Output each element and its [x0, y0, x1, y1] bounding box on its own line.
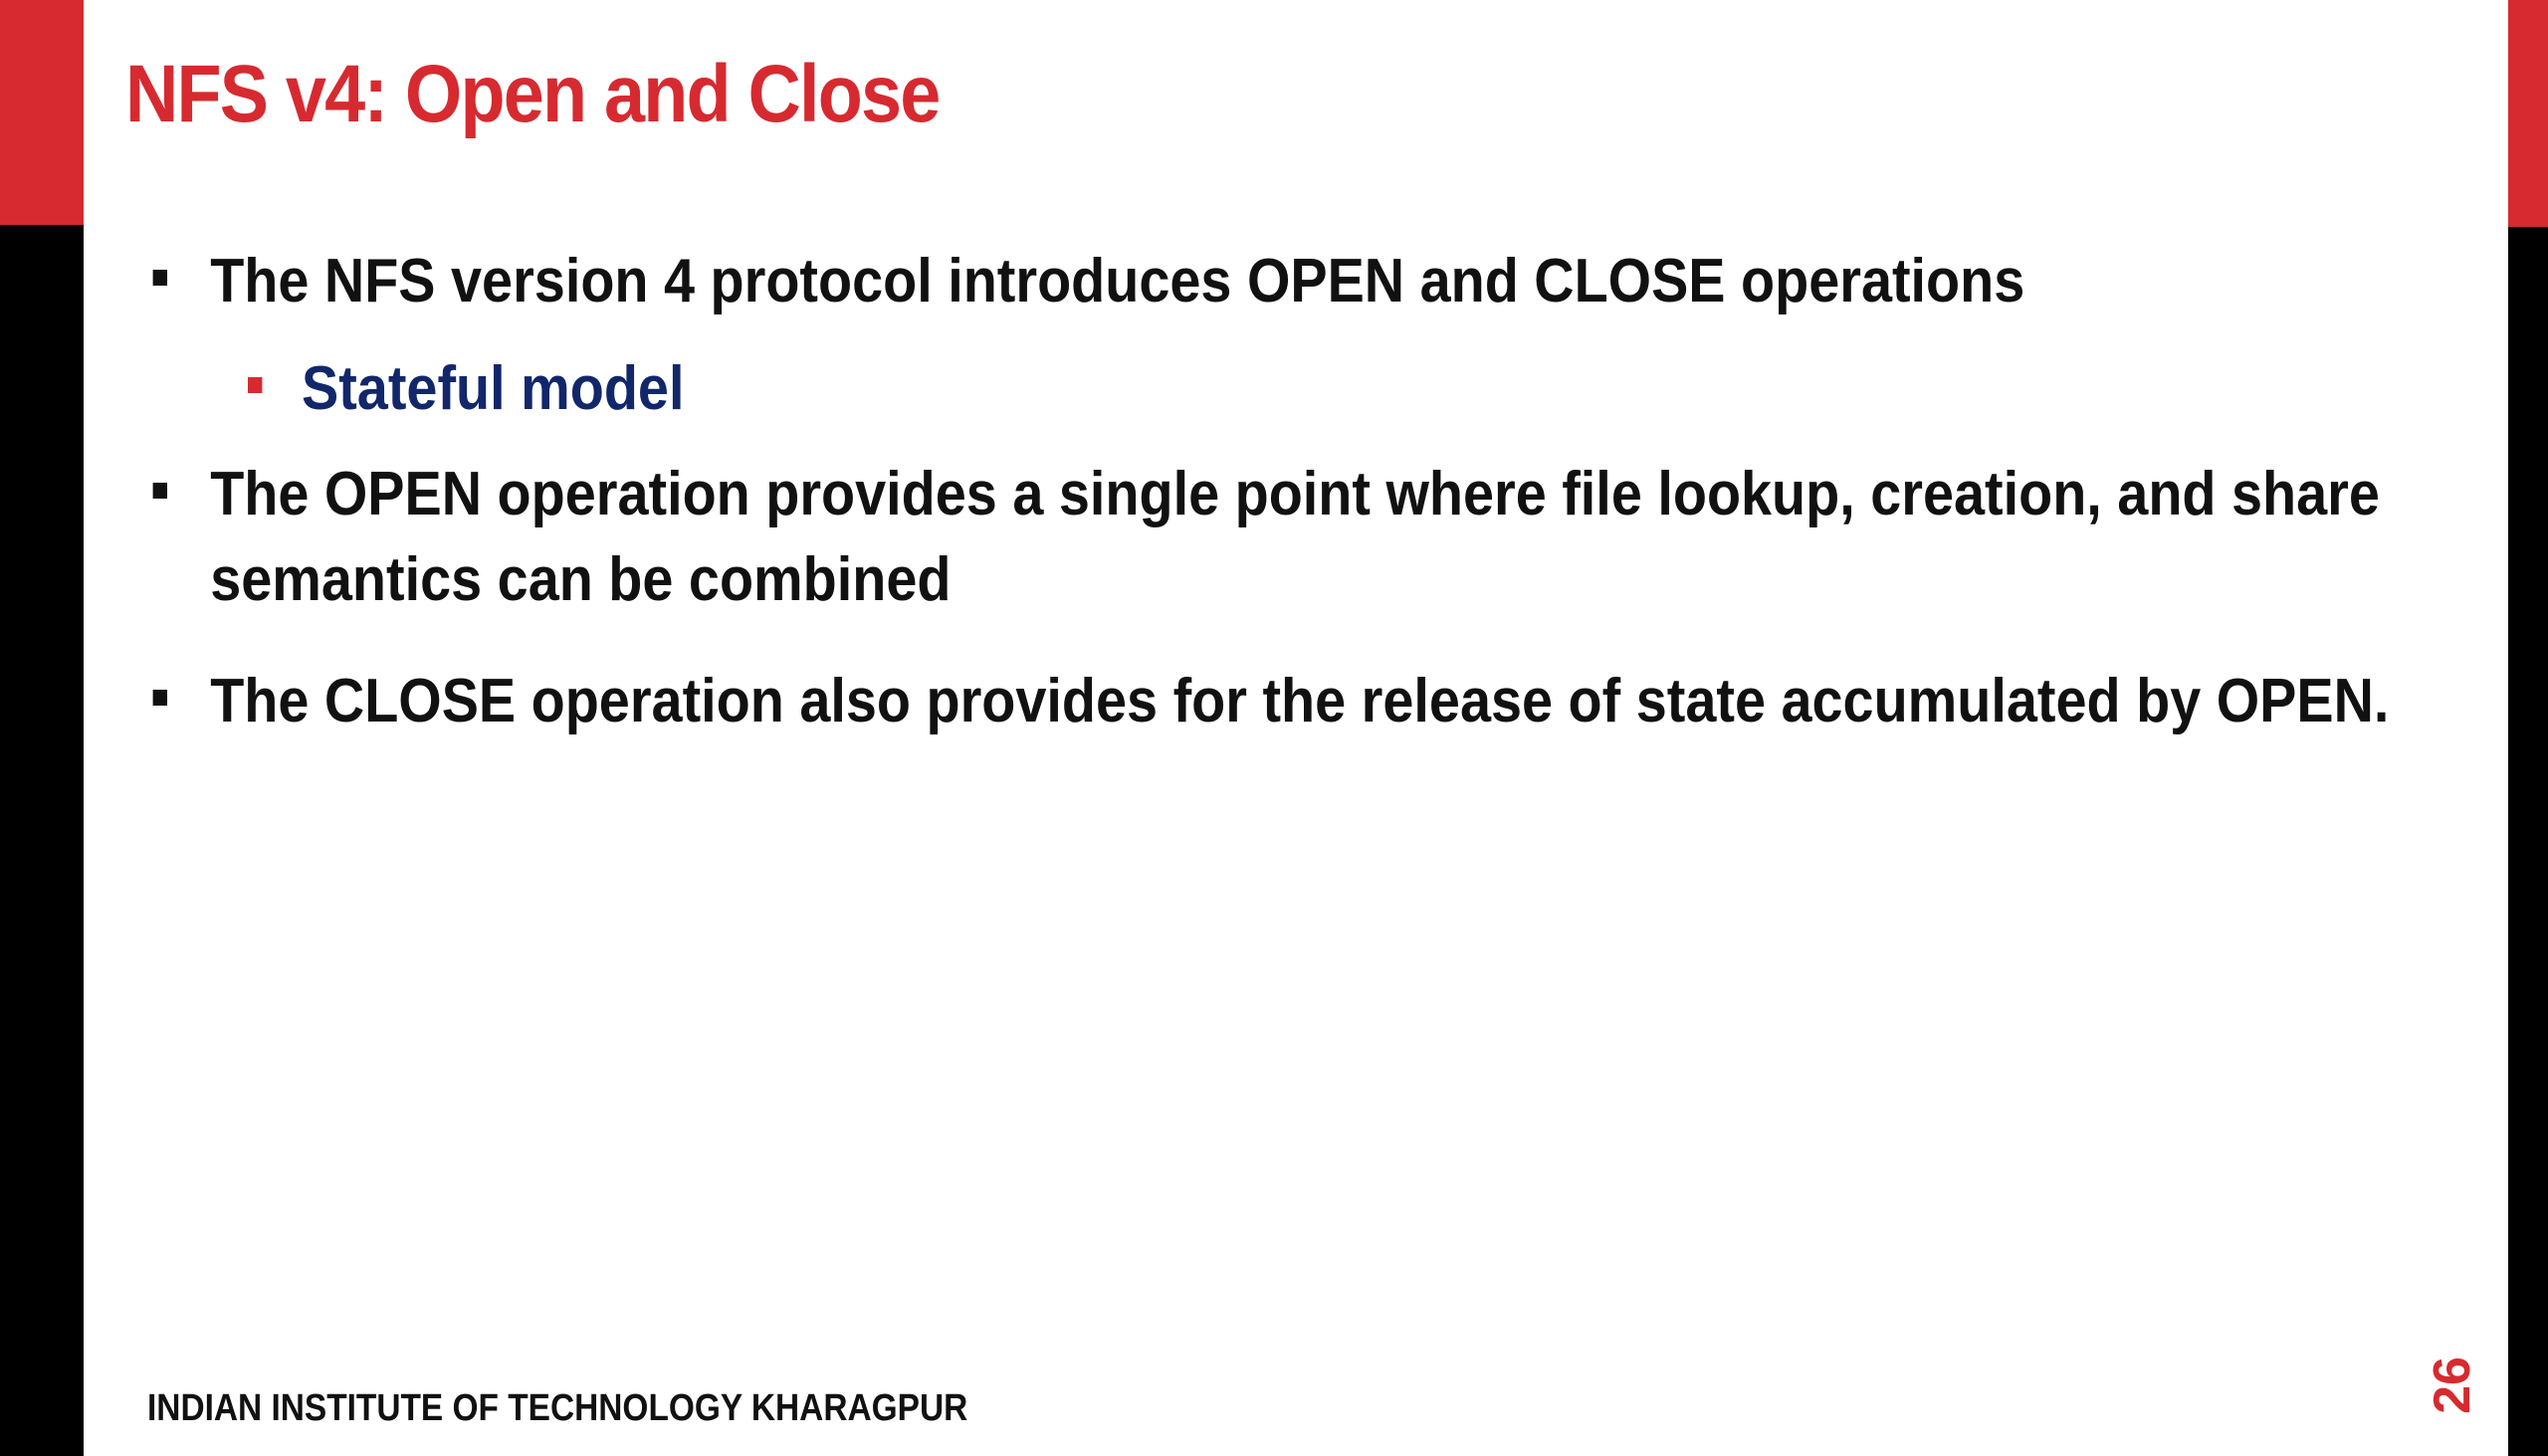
bullet-text: The NFS version 4 protocol introduces OPEN and CLOSE operations [210, 247, 2025, 315]
slide-title: NFS v4: Open and Close [125, 49, 940, 139]
bullet-list [149, 239, 2399, 744]
square-bullet-icon [248, 377, 262, 393]
bullet-item [149, 239, 2432, 324]
square-bullet-icon [153, 483, 167, 499]
bullet-item [149, 452, 2432, 623]
sub-bullet-text: Stateful model [302, 354, 685, 423]
page-number: 26 [2424, 1356, 2481, 1414]
right-accent-bar [2508, 0, 2548, 227]
bullet-item [149, 659, 2432, 744]
bullet-text: The CLOSE operation also provides for the release of state accumulated by OPEN. [210, 667, 2390, 735]
sub-bullet-item [149, 346, 2523, 432]
institution-footer: INDIAN INSTITUTE OF TECHNOLOGY KHARAGPUR [147, 1387, 968, 1429]
bullet-text: The OPEN operation provides a single point where file lookup, creation, and share semantics can be combined [210, 460, 2380, 614]
square-bullet-icon [153, 270, 167, 286]
left-accent-bar [0, 0, 84, 225]
square-bullet-icon [153, 690, 167, 706]
